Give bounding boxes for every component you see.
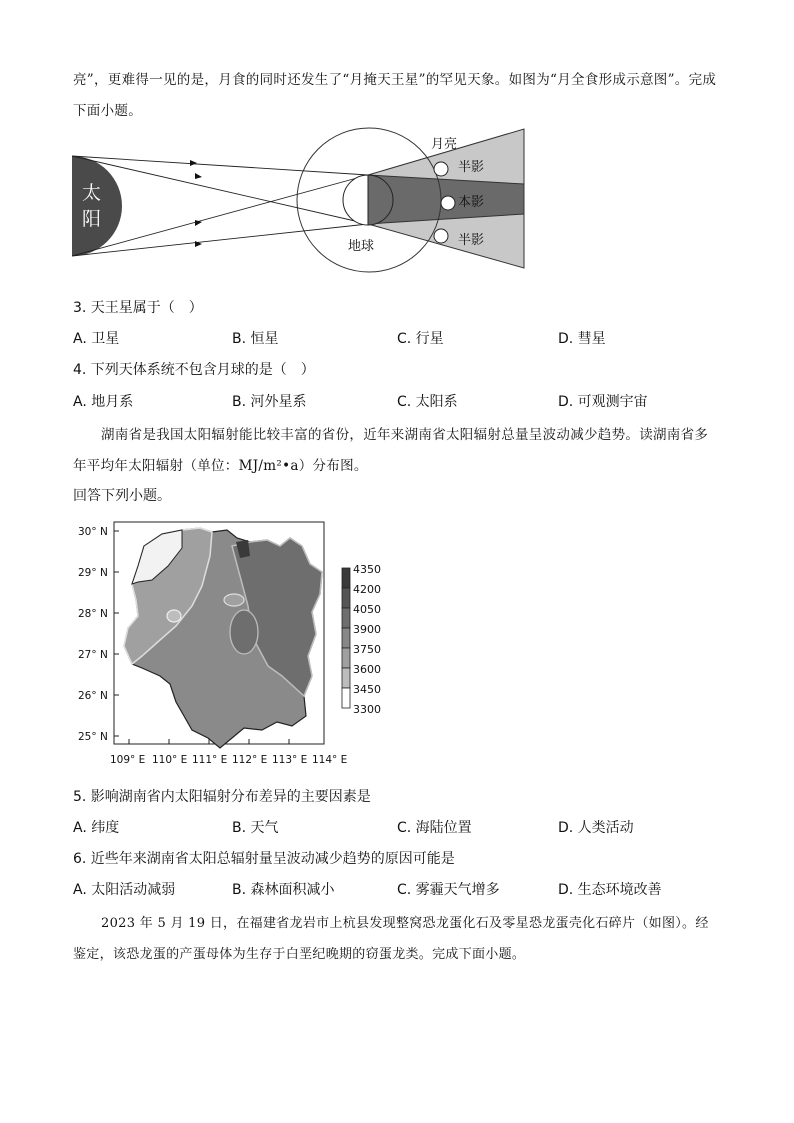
lon-label-111: 111° E	[192, 754, 228, 766]
q6-option-d[interactable]: D. 生态环境改善	[558, 882, 662, 898]
q5-option-c[interactable]: C. 海陆位置	[397, 820, 472, 836]
q5-option-d[interactable]: D. 人类活动	[558, 820, 634, 836]
legend-label-4200: 4200	[353, 583, 381, 596]
legend-label-3450: 3450	[353, 683, 381, 696]
moon-umbra	[441, 196, 455, 210]
lunar-eclipse-diagram	[72, 126, 528, 274]
q4-option-a[interactable]: A. 地月系	[73, 394, 134, 410]
lat-label-27: 27° N	[78, 649, 108, 661]
q6-option-c[interactable]: C. 雾霾天气增多	[397, 882, 500, 898]
earth-day-side	[343, 175, 368, 225]
q3-option-c[interactable]: C. 行星	[397, 331, 444, 347]
q3-option-b[interactable]: B. 恒星	[232, 331, 279, 347]
moon-penumbra-top	[434, 162, 448, 176]
legend-label-3600: 3600	[353, 663, 381, 676]
dinosaur-intro-line-1: 2023 年 5 月 19 日，在福建省龙岩市上杭县发现整窝恐龙蛋化石及零星恐龙蛋壳化石碎片（如图）。经	[101, 916, 709, 931]
lon-label-113: 113° E	[272, 754, 308, 766]
lat-label-30: 30° N	[78, 526, 108, 538]
q4-option-c[interactable]: C. 太阳系	[397, 394, 458, 410]
lat-label-26: 26° N	[78, 690, 108, 702]
q4-option-d[interactable]: D. 可观测宇宙	[558, 394, 648, 410]
mid-contour	[224, 594, 244, 606]
legend-label-3300: 3300	[353, 703, 381, 716]
question-3-stem: 3. 天王星属于（ ）	[73, 300, 203, 316]
q3-option-d[interactable]: D. 彗星	[558, 331, 606, 347]
legend-label-4350: 4350	[353, 563, 381, 576]
legend-bar	[342, 568, 350, 708]
lon-label-114: 114° E	[312, 754, 348, 766]
hunan-intro-line-1: 湖南省是我国太阳辐射能比较丰富的省份，近年来湖南省太阳辐射总量呈波动减少趋势。读湖南省多	[101, 427, 709, 443]
legend-label-4050: 4050	[353, 603, 381, 616]
q5-option-b[interactable]: B. 天气	[232, 820, 279, 836]
lon-label-112: 112° E	[232, 754, 268, 766]
q3-option-a[interactable]: A. 卫星	[73, 331, 120, 347]
penumbra-top-label: 半影	[458, 160, 485, 175]
question-5-stem: 5. 影响湖南省内太阳辐射分布差异的主要因素是	[73, 789, 371, 805]
intro-line-2: 下面小题。	[73, 103, 142, 119]
q4-option-b[interactable]: B. 河外星系	[232, 394, 307, 410]
penumbra-bottom-label: 半影	[458, 233, 485, 248]
hunan-intro-line-3: 回答下列小题。	[73, 488, 171, 504]
earth-label: 地球	[348, 239, 375, 254]
intro-line-1: 亮”，更难得一见的是，月食的同时还发生了“月掩天王星”的罕见天象。如图为“月全食形成示意图”。完成	[73, 72, 717, 88]
hunan-radiation-map	[72, 516, 392, 770]
lon-label-110: 110° E	[152, 754, 188, 766]
moon-penumbra-bottom	[434, 229, 448, 243]
lat-label-25: 25° N	[78, 731, 108, 743]
q6-option-b[interactable]: B. 森林面积减小	[232, 882, 335, 898]
sun-label-1: 太	[82, 182, 102, 204]
lon-label-109: 109° E	[110, 754, 146, 766]
hunan-intro-line-2: 年平均年太阳辐射（单位：MJ/m²•a）分布图。	[73, 458, 368, 474]
question-4-stem: 4. 下列天体系统不包含月球的是（ ）	[73, 362, 315, 378]
legend-label-3900: 3900	[353, 623, 381, 636]
sun-label-2: 阳	[82, 208, 102, 230]
question-6-stem: 6. 近些年来湖南省太阳总辐射量呈波动减少趋势的原因可能是	[73, 851, 455, 867]
lat-label-29: 29° N	[78, 567, 108, 579]
central-contour	[230, 610, 258, 654]
q5-option-a[interactable]: A. 纬度	[73, 820, 120, 836]
west-contour	[167, 610, 181, 622]
dinosaur-intro-line-2: 鉴定，该恐龙蛋的产蛋母体为生存于白垩纪晚期的窃蛋龙类。完成下面小题。	[73, 947, 526, 962]
legend-label-3750: 3750	[353, 643, 381, 656]
sun-shape	[72, 156, 122, 256]
lat-label-28: 28° N	[78, 608, 108, 620]
umbra-label: 本影	[458, 195, 485, 210]
moon-label: 月亮	[431, 137, 458, 152]
q6-option-a[interactable]: A. 太阳活动减弱	[73, 882, 176, 898]
